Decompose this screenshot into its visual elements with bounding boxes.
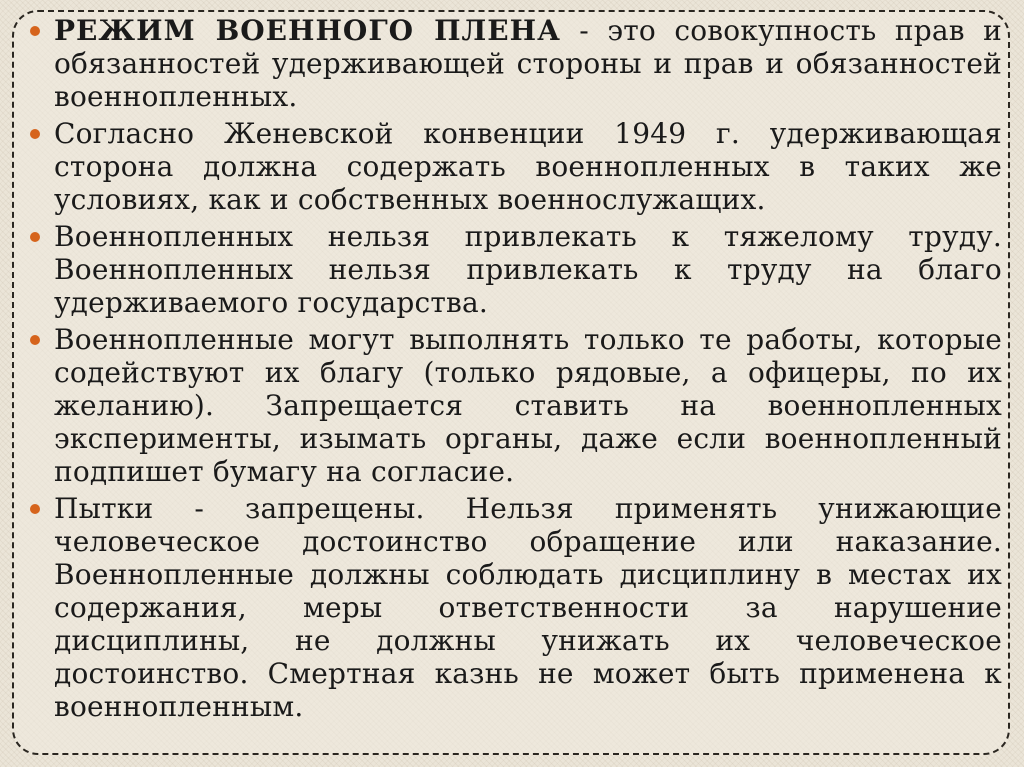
- bullet-dot-icon: [30, 232, 40, 242]
- bullet-dot-icon: [30, 335, 40, 345]
- bullet-item-geneva: [26, 117, 1002, 216]
- bullet-dot-icon: [30, 26, 40, 36]
- bullet-text: Военнопленные могут выполнять только те работы, которые содействуют их благу (только рядовые, а офицеры, по их желанию). Запрещается ставить на военнопленных эксперименты, изымать органы, даже если военнопленный подпишет бумагу на согласие.: [54, 323, 1002, 488]
- bullet-lead-term: РЕЖИМ ВОЕННОГО ПЛЕНА: [54, 14, 561, 47]
- bullet-dot-icon: [30, 504, 40, 514]
- bullet-item-pow-regime: [26, 14, 1002, 113]
- slide-content: [26, 14, 1002, 727]
- bullet-dot-icon: [30, 129, 40, 139]
- bullet-item-torture: [26, 492, 1002, 723]
- bullet-text: Пытки - запрещены. Нельзя применять унижающие человеческое достоинство обращение или наказание. Военнопленные должны соблюдать дисциплину в местах их содержания, меры ответственности за нарушение дисциплины, не должны унижать их человеческое достоинство. Смертная казнь не может быть применена к военнопленным.: [54, 492, 1002, 723]
- bullet-list: [26, 14, 1002, 723]
- bullet-item-labor: [26, 220, 1002, 319]
- bullet-text: Военнопленных нельзя привлекать к тяжелому труду. Военнопленных нельзя привлекать к труду на благо удерживаемого государства.: [54, 220, 1002, 319]
- bullet-item-permitted-work: [26, 323, 1002, 488]
- bullet-text: Согласно Женевской конвенции 1949 г. удерживающая сторона должна содержать военнопленных в таких же условиях, как и собственных военнослужащих.: [54, 117, 1002, 216]
- bullet-text: - это совокупность прав и обязанностей удерживающей стороны и прав и обязанностей военнопленных.: [54, 14, 1002, 113]
